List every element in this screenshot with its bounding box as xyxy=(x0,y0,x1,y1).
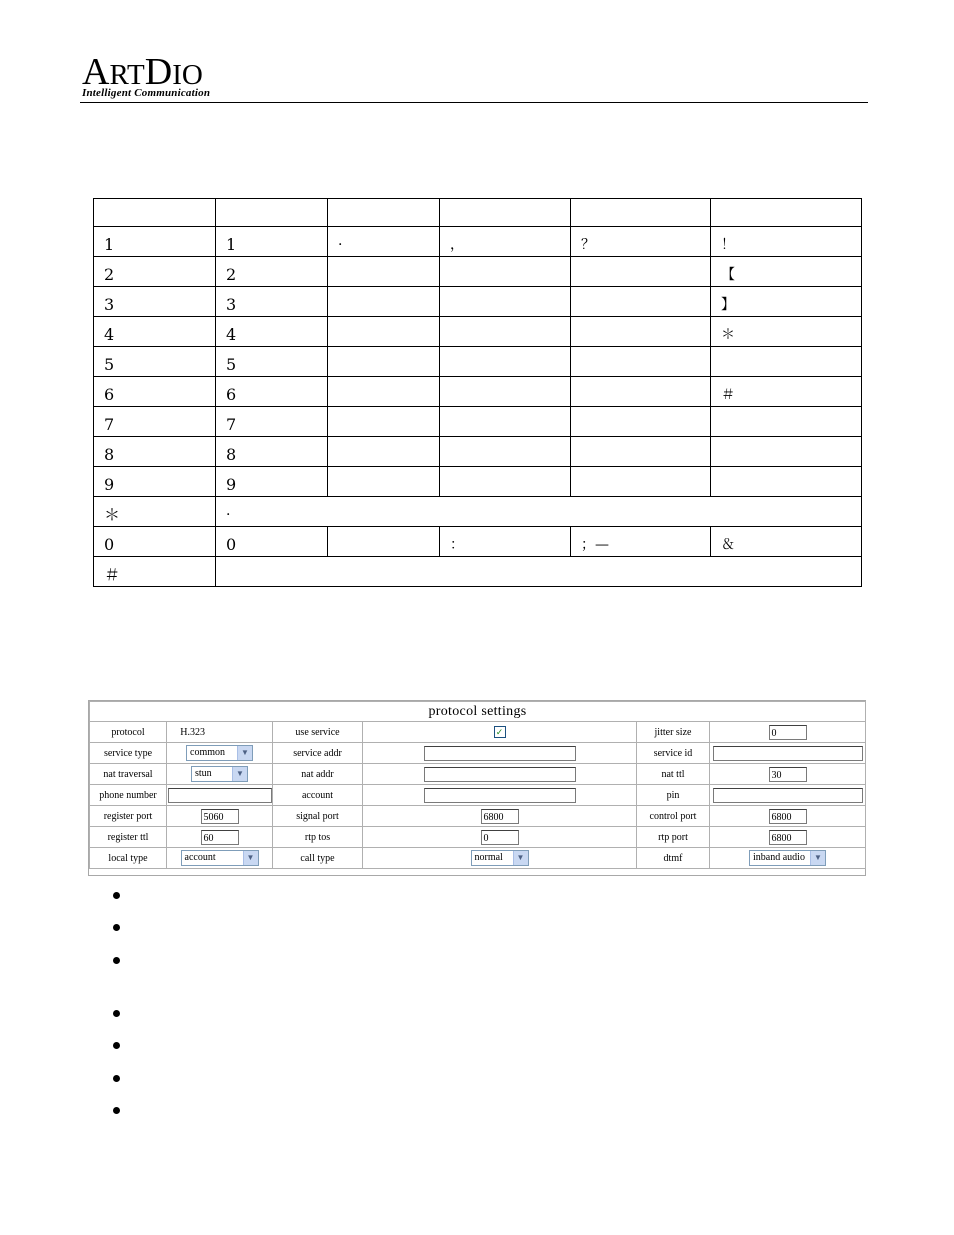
bullet-icon xyxy=(113,1042,120,1049)
key-cell: 0 xyxy=(94,527,216,557)
char-cell xyxy=(711,437,862,467)
char-cell xyxy=(328,437,440,467)
pin-cell xyxy=(710,785,866,806)
char-cell xyxy=(328,527,440,557)
char-cell xyxy=(328,347,440,377)
char-cell: ， xyxy=(440,227,571,257)
char-cell: 4 xyxy=(216,317,328,347)
logo-letters-io: IO xyxy=(172,59,203,91)
char-cell: 8 xyxy=(216,437,328,467)
service-id-cell xyxy=(710,743,866,764)
nat-addr-cell xyxy=(363,764,637,785)
protocol-title-row xyxy=(90,702,866,722)
key-cell: ＊ xyxy=(94,497,216,527)
char-cell: · xyxy=(328,227,440,257)
protocol-settings-title: protocol settings xyxy=(90,702,866,722)
rtp-port-input[interactable]: 6800 xyxy=(769,830,807,845)
table-row xyxy=(94,377,862,407)
key-cell: 5 xyxy=(94,347,216,377)
table-header-cell xyxy=(216,199,328,227)
rtp-tos-input[interactable]: 0 xyxy=(481,830,519,845)
account-cell xyxy=(363,785,637,806)
char-cell xyxy=(328,467,440,497)
table-row xyxy=(94,467,862,497)
table-header-cell xyxy=(440,199,571,227)
char-cell: ＃ xyxy=(711,377,862,407)
bullet-icon xyxy=(113,1075,120,1082)
char-cell: ？ xyxy=(571,227,711,257)
protocol-value: H.323 xyxy=(180,726,205,738)
table-row xyxy=(94,317,862,347)
char-cell: 3 xyxy=(216,287,328,317)
service-addr-cell xyxy=(363,743,637,764)
nat-ttl-label: nat ttl xyxy=(637,764,710,785)
rtp-port-label: rtp port xyxy=(637,827,710,848)
table-row xyxy=(90,827,866,848)
char-cell: ；— xyxy=(571,527,711,557)
char-cell xyxy=(328,407,440,437)
protocol-settings-table xyxy=(89,701,866,869)
char-cell xyxy=(711,467,862,497)
table-row xyxy=(94,527,862,557)
jitter-size-input[interactable]: 0 xyxy=(769,725,807,740)
key-cell: 8 xyxy=(94,437,216,467)
protocol-settings-panel xyxy=(88,700,866,876)
char-cell: ＊ xyxy=(711,317,862,347)
pin-label: pin xyxy=(637,785,710,806)
table-row xyxy=(94,407,862,437)
service-addr-label: service addr xyxy=(273,743,363,764)
chevron-down-icon[interactable]: ▼ xyxy=(243,851,258,865)
register-ttl-cell xyxy=(167,827,273,848)
char-cell xyxy=(571,317,711,347)
call-type-value: normal xyxy=(474,852,503,863)
char-cell xyxy=(440,287,571,317)
jitter-size-label: jitter size xyxy=(637,722,710,743)
account-label: account xyxy=(273,785,363,806)
table-row xyxy=(94,227,862,257)
service-addr-input[interactable] xyxy=(424,746,576,761)
char-cell xyxy=(440,257,571,287)
dtmf-cell xyxy=(710,848,866,869)
table-row xyxy=(90,785,866,806)
table-row xyxy=(90,764,866,785)
bullet-icon xyxy=(113,1010,120,1017)
logo-letter-a: A xyxy=(82,51,110,93)
table-row xyxy=(90,848,866,869)
table-row xyxy=(90,806,866,827)
logo-subtitle: Intelligent Communication xyxy=(82,87,211,99)
use-service-cell xyxy=(363,722,637,743)
char-cell: 7 xyxy=(216,407,328,437)
char-cell: 9 xyxy=(216,467,328,497)
nat-traversal-select[interactable] xyxy=(191,766,248,782)
jitter-size-cell xyxy=(710,722,866,743)
char-cell xyxy=(711,347,862,377)
register-port-input[interactable]: 5060 xyxy=(201,809,239,824)
nat-ttl-input[interactable]: 30 xyxy=(769,767,807,782)
dtmf-select[interactable] xyxy=(749,850,826,866)
char-cell: ： xyxy=(440,527,571,557)
control-port-label: control port xyxy=(637,806,710,827)
nat-ttl-cell xyxy=(710,764,866,785)
char-cell xyxy=(571,287,711,317)
dtmf-label: dtmf xyxy=(637,848,710,869)
char-cell xyxy=(440,407,571,437)
chevron-down-icon[interactable]: ▼ xyxy=(513,851,528,865)
table-header-cell xyxy=(328,199,440,227)
key-cell: 3 xyxy=(94,287,216,317)
char-cell: 】 xyxy=(711,287,862,317)
char-cell: 5 xyxy=(216,347,328,377)
table-header-cell xyxy=(94,199,216,227)
char-cell xyxy=(571,377,711,407)
chevron-down-icon[interactable]: ▼ xyxy=(232,767,247,781)
char-cell: 6 xyxy=(216,377,328,407)
artdio-logo xyxy=(82,52,222,102)
bullet-icon xyxy=(113,957,120,964)
rtp-tos-cell xyxy=(363,827,637,848)
char-cell xyxy=(440,347,571,377)
rtp-port-cell xyxy=(710,827,866,848)
char-cell xyxy=(328,317,440,347)
control-port-input[interactable]: 6800 xyxy=(769,809,807,824)
logo-letters-rt: RT xyxy=(109,59,145,91)
char-cell xyxy=(440,317,571,347)
protocol-value-cell xyxy=(167,722,273,743)
char-cell xyxy=(216,557,862,587)
key-cell: 4 xyxy=(94,317,216,347)
rtp-tos-label: rtp tos xyxy=(273,827,363,848)
key-cell: 7 xyxy=(94,407,216,437)
char-cell xyxy=(571,257,711,287)
char-cell xyxy=(328,287,440,317)
local-type-value: account xyxy=(184,852,216,863)
nat-addr-label: nat addr xyxy=(273,764,363,785)
char-cell xyxy=(571,347,711,377)
register-ttl-label: register ttl xyxy=(90,827,167,848)
chevron-down-icon[interactable]: ▼ xyxy=(810,851,825,865)
nat-traversal-value: stun xyxy=(195,768,212,779)
dtmf-value: inband audio xyxy=(753,852,805,863)
phone-number-input[interactable] xyxy=(168,788,272,803)
local-type-cell xyxy=(167,848,273,869)
table-row xyxy=(94,287,862,317)
chevron-down-icon[interactable]: ▼ xyxy=(237,746,252,760)
service-type-label: service type xyxy=(90,743,167,764)
char-cell xyxy=(328,257,440,287)
table-row xyxy=(94,437,862,467)
call-type-select[interactable] xyxy=(471,850,529,866)
table-row xyxy=(94,347,862,377)
char-cell: 0 xyxy=(216,527,328,557)
header-divider xyxy=(80,102,868,103)
service-id-input[interactable] xyxy=(713,746,863,761)
char-cell: 2 xyxy=(216,257,328,287)
bullet-icon xyxy=(113,924,120,931)
control-port-cell xyxy=(710,806,866,827)
bullet-icon xyxy=(113,892,120,899)
char-cell xyxy=(711,407,862,437)
use-service-label: use service xyxy=(273,722,363,743)
char-cell: ！ xyxy=(711,227,862,257)
char-cell xyxy=(571,467,711,497)
char-cell xyxy=(440,467,571,497)
nat-traversal-label: nat traversal xyxy=(90,764,167,785)
char-cell xyxy=(571,407,711,437)
protocol-label: protocol xyxy=(90,722,167,743)
service-type-cell xyxy=(167,743,273,764)
register-ttl-input[interactable]: 60 xyxy=(201,830,239,845)
bullet-icon xyxy=(113,1107,120,1114)
signal-port-input[interactable]: 6800 xyxy=(481,809,519,824)
char-cell xyxy=(440,377,571,407)
use-service-checkbox[interactable]: ✓ xyxy=(494,726,506,738)
signal-port-cell xyxy=(363,806,637,827)
table-row xyxy=(94,557,862,587)
signal-port-label: signal port xyxy=(273,806,363,827)
nat-addr-input[interactable] xyxy=(424,767,576,782)
phone-number-cell xyxy=(167,785,273,806)
key-cell: 9 xyxy=(94,467,216,497)
char-cell: ＆ xyxy=(711,527,862,557)
char-cell: · xyxy=(216,497,862,527)
service-type-value: common xyxy=(190,747,225,758)
local-type-label: local type xyxy=(90,848,167,869)
table-header-row xyxy=(94,199,862,227)
key-cell: 1 xyxy=(94,227,216,257)
char-cell: 1 xyxy=(216,227,328,257)
table-row xyxy=(90,722,866,743)
table-header-cell xyxy=(571,199,711,227)
table-row xyxy=(94,257,862,287)
register-port-label: register port xyxy=(90,806,167,827)
key-cell: ＃ xyxy=(94,557,216,587)
char-cell xyxy=(328,377,440,407)
char-cell xyxy=(440,437,571,467)
pin-input[interactable] xyxy=(713,788,863,803)
table-row xyxy=(94,497,862,527)
table-header-cell xyxy=(711,199,862,227)
char-cell: 【 xyxy=(711,257,862,287)
char-cell xyxy=(571,437,711,467)
nat-traversal-cell xyxy=(167,764,273,785)
call-type-cell xyxy=(363,848,637,869)
service-type-select[interactable] xyxy=(186,745,253,761)
logo-letter-d: D xyxy=(144,51,173,93)
keypad-character-table xyxy=(93,198,862,587)
register-port-cell xyxy=(167,806,273,827)
phone-number-label: phone number xyxy=(90,785,167,806)
key-cell: 2 xyxy=(94,257,216,287)
table-row xyxy=(90,743,866,764)
local-type-select[interactable] xyxy=(181,850,259,866)
account-input[interactable] xyxy=(424,788,576,803)
call-type-label: call type xyxy=(273,848,363,869)
key-cell: 6 xyxy=(94,377,216,407)
service-id-label: service id xyxy=(637,743,710,764)
